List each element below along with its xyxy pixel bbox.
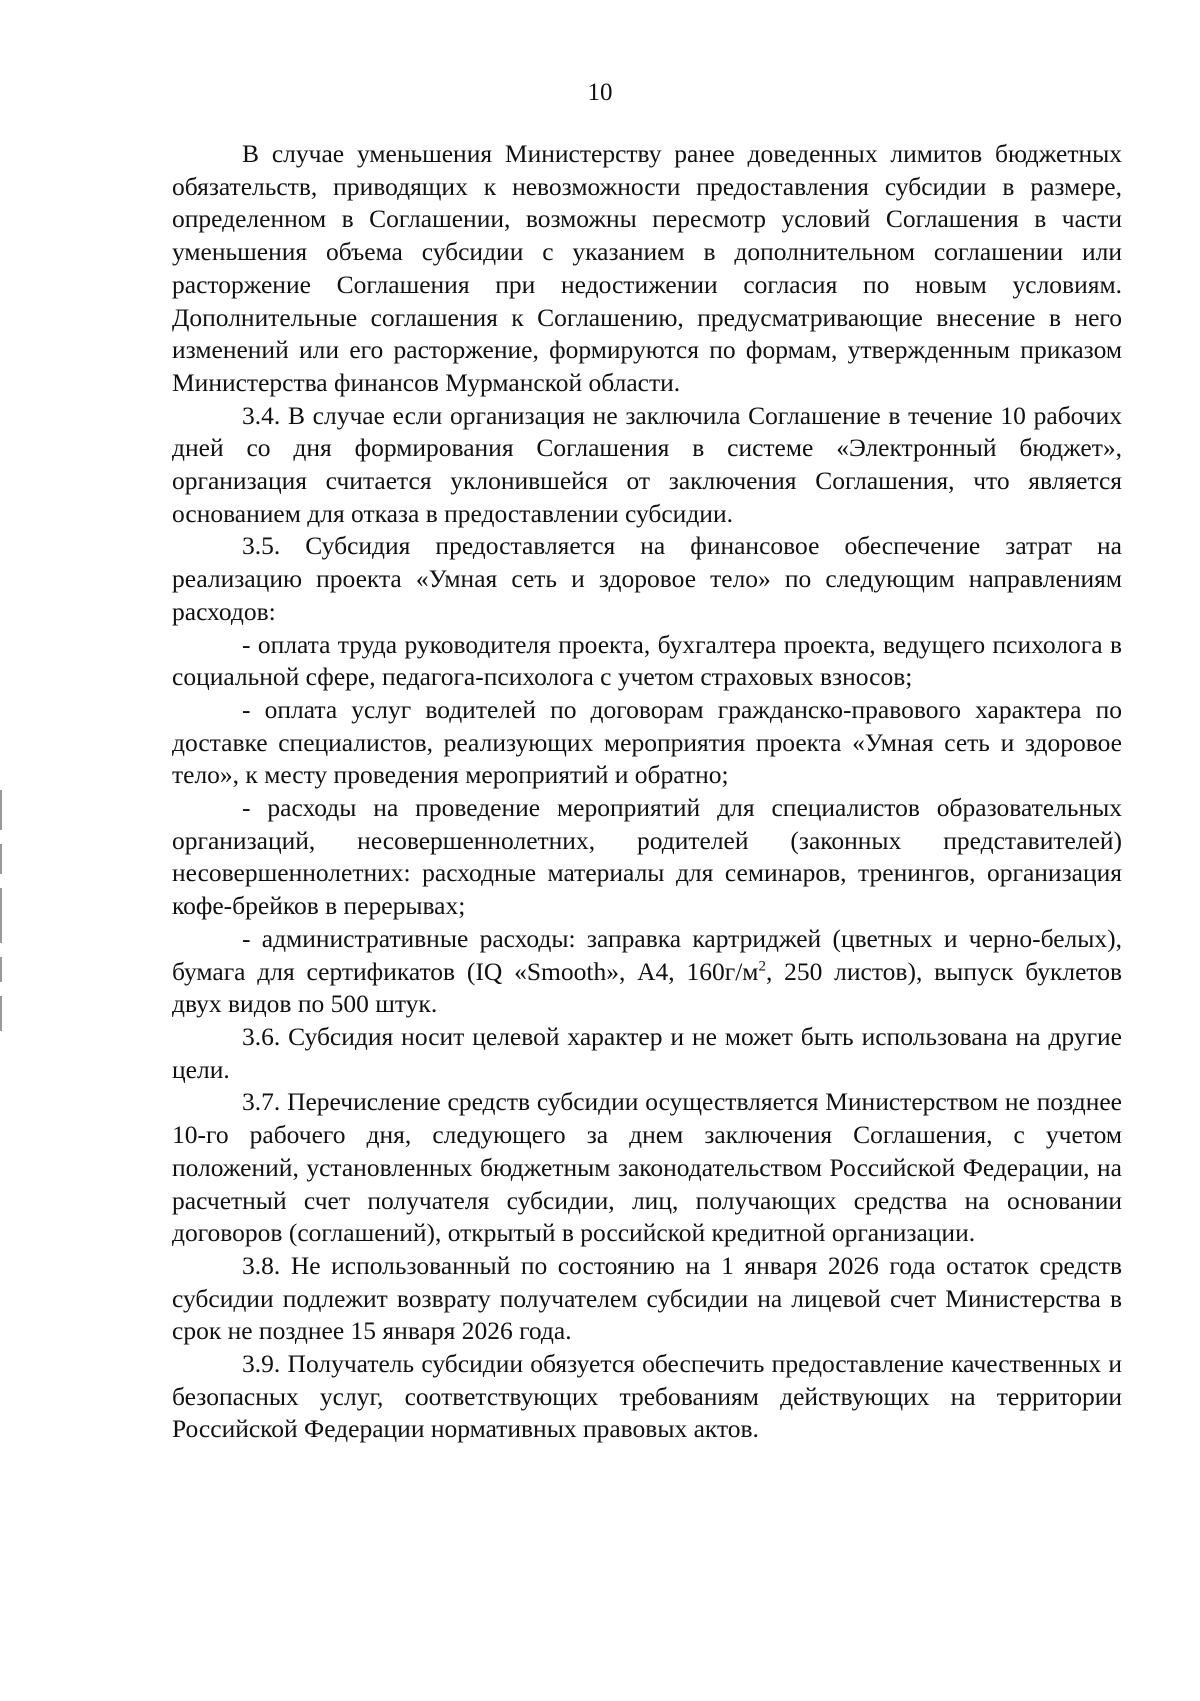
scan-edge-marks: [0, 790, 6, 1060]
expense-item-administrative: [172, 923, 1122, 1021]
expense-item-administrative-text-end: , 250 листов), выпуск буклетов двух видов по 500 штук.: [172, 956, 1123, 1019]
expense-item-salaries: - оплата труда руководителя проекта, бухгалтера проекта, ведущего психолога в социальной сфере, педагога-психолога с учетом страховых взносов;: [172, 629, 1122, 692]
expense-item-events: - расходы на проведение мероприятий для специалистов образовательных организаций, несовершеннолетних, родителей (законных представителей) несовершеннолетних: расходные материалы для семинаров, тренингов, организация кофе-брейков в перерывах;: [172, 793, 1122, 921]
expense-item-administrative-text: - административные расходы: заправка картриджей (цветных и черно-белых), бумага для сертификатов (IQ «Smooth», А4, 160г/м: [172, 923, 1122, 986]
scan-edge-mark: [0, 888, 2, 943]
page-number: 10: [587, 79, 613, 106]
superscript-2: 2: [758, 958, 766, 975]
paragraph-3-3-continued: В случае уменьшения Министерству ранее доведенных лимитов бюджетных обязательств, приводящих к невозможности предоставления субсидии в размере, определенном в Соглашении, возможны пересмотр условий Соглашения в части уменьшения объема субсидии с указанием в дополнительном соглашении или расторжение Соглашения при недостижении согласия по новым условиям. Дополнительные соглашения к Соглашению, предусматривающие внесение в него изменений или его расторжение, формируются по формам, утвержденным приказом Министерства финансов Мурманской области.: [172, 139, 1122, 397]
scan-edge-mark: [0, 957, 2, 982]
paragraph-3-4: 3.4. В случае если организация не заключила Соглашение в течение 10 рабочих дней со дня формирования Соглашения в системе «Электронный бюджет», организация считается уклонившейся от заключения Соглашения, что является основанием для отказа в предоставлении субсидии.: [172, 400, 1122, 528]
expense-item-drivers: - оплата услуг водителей по договорам гражданско-правового характера по доставке специалистов, реализующих мероприятия проекта «Умная сеть и здоровое тело», к месту проведения мероприятий и обратно;: [172, 694, 1122, 790]
document-body: [172, 138, 1122, 1446]
paragraph-3-5: 3.5. Субсидия предоставляется на финансовое обеспечение затрат на реализацию проекта «Умная сеть и здоровое тело» по следующим направлениям расходов:: [172, 531, 1122, 626]
paragraph-3-8: 3.8. Не использованный по состоянию на 1 января 2026 года остаток средств субсидии подлежит возврату получателем субсидии на лицевой счет Министерства в срок не позднее 15 января 2026 года.: [172, 1250, 1122, 1346]
scan-edge-mark: [0, 844, 2, 874]
scan-edge-mark: [0, 996, 2, 1031]
paragraph-3-7: 3.7. Перечисление средств субсидии осуществляется Министерством не позднее 10-го рабочего дня, следующего за днем заключения Соглашения, с учетом положений, установленных бюджетным законодательством Российской Федерации, на расчетный счет получателя субсидии, лиц, получающих средства на основании договоров (соглашений), открытый в российской кредитной организации.: [172, 1087, 1122, 1248]
paragraph-3-9: 3.9. Получатель субсидии обязуется обеспечить предоставление качественных и безопасных услуг, соответствующих требованиям действующих на территории Российской Федерации нормативных правовых актов.: [172, 1349, 1122, 1444]
paragraph-3-6: 3.6. Субсидия носит целевой характер и не может быть использована на другие цели.: [172, 1021, 1122, 1084]
scan-edge-mark: [0, 790, 2, 830]
